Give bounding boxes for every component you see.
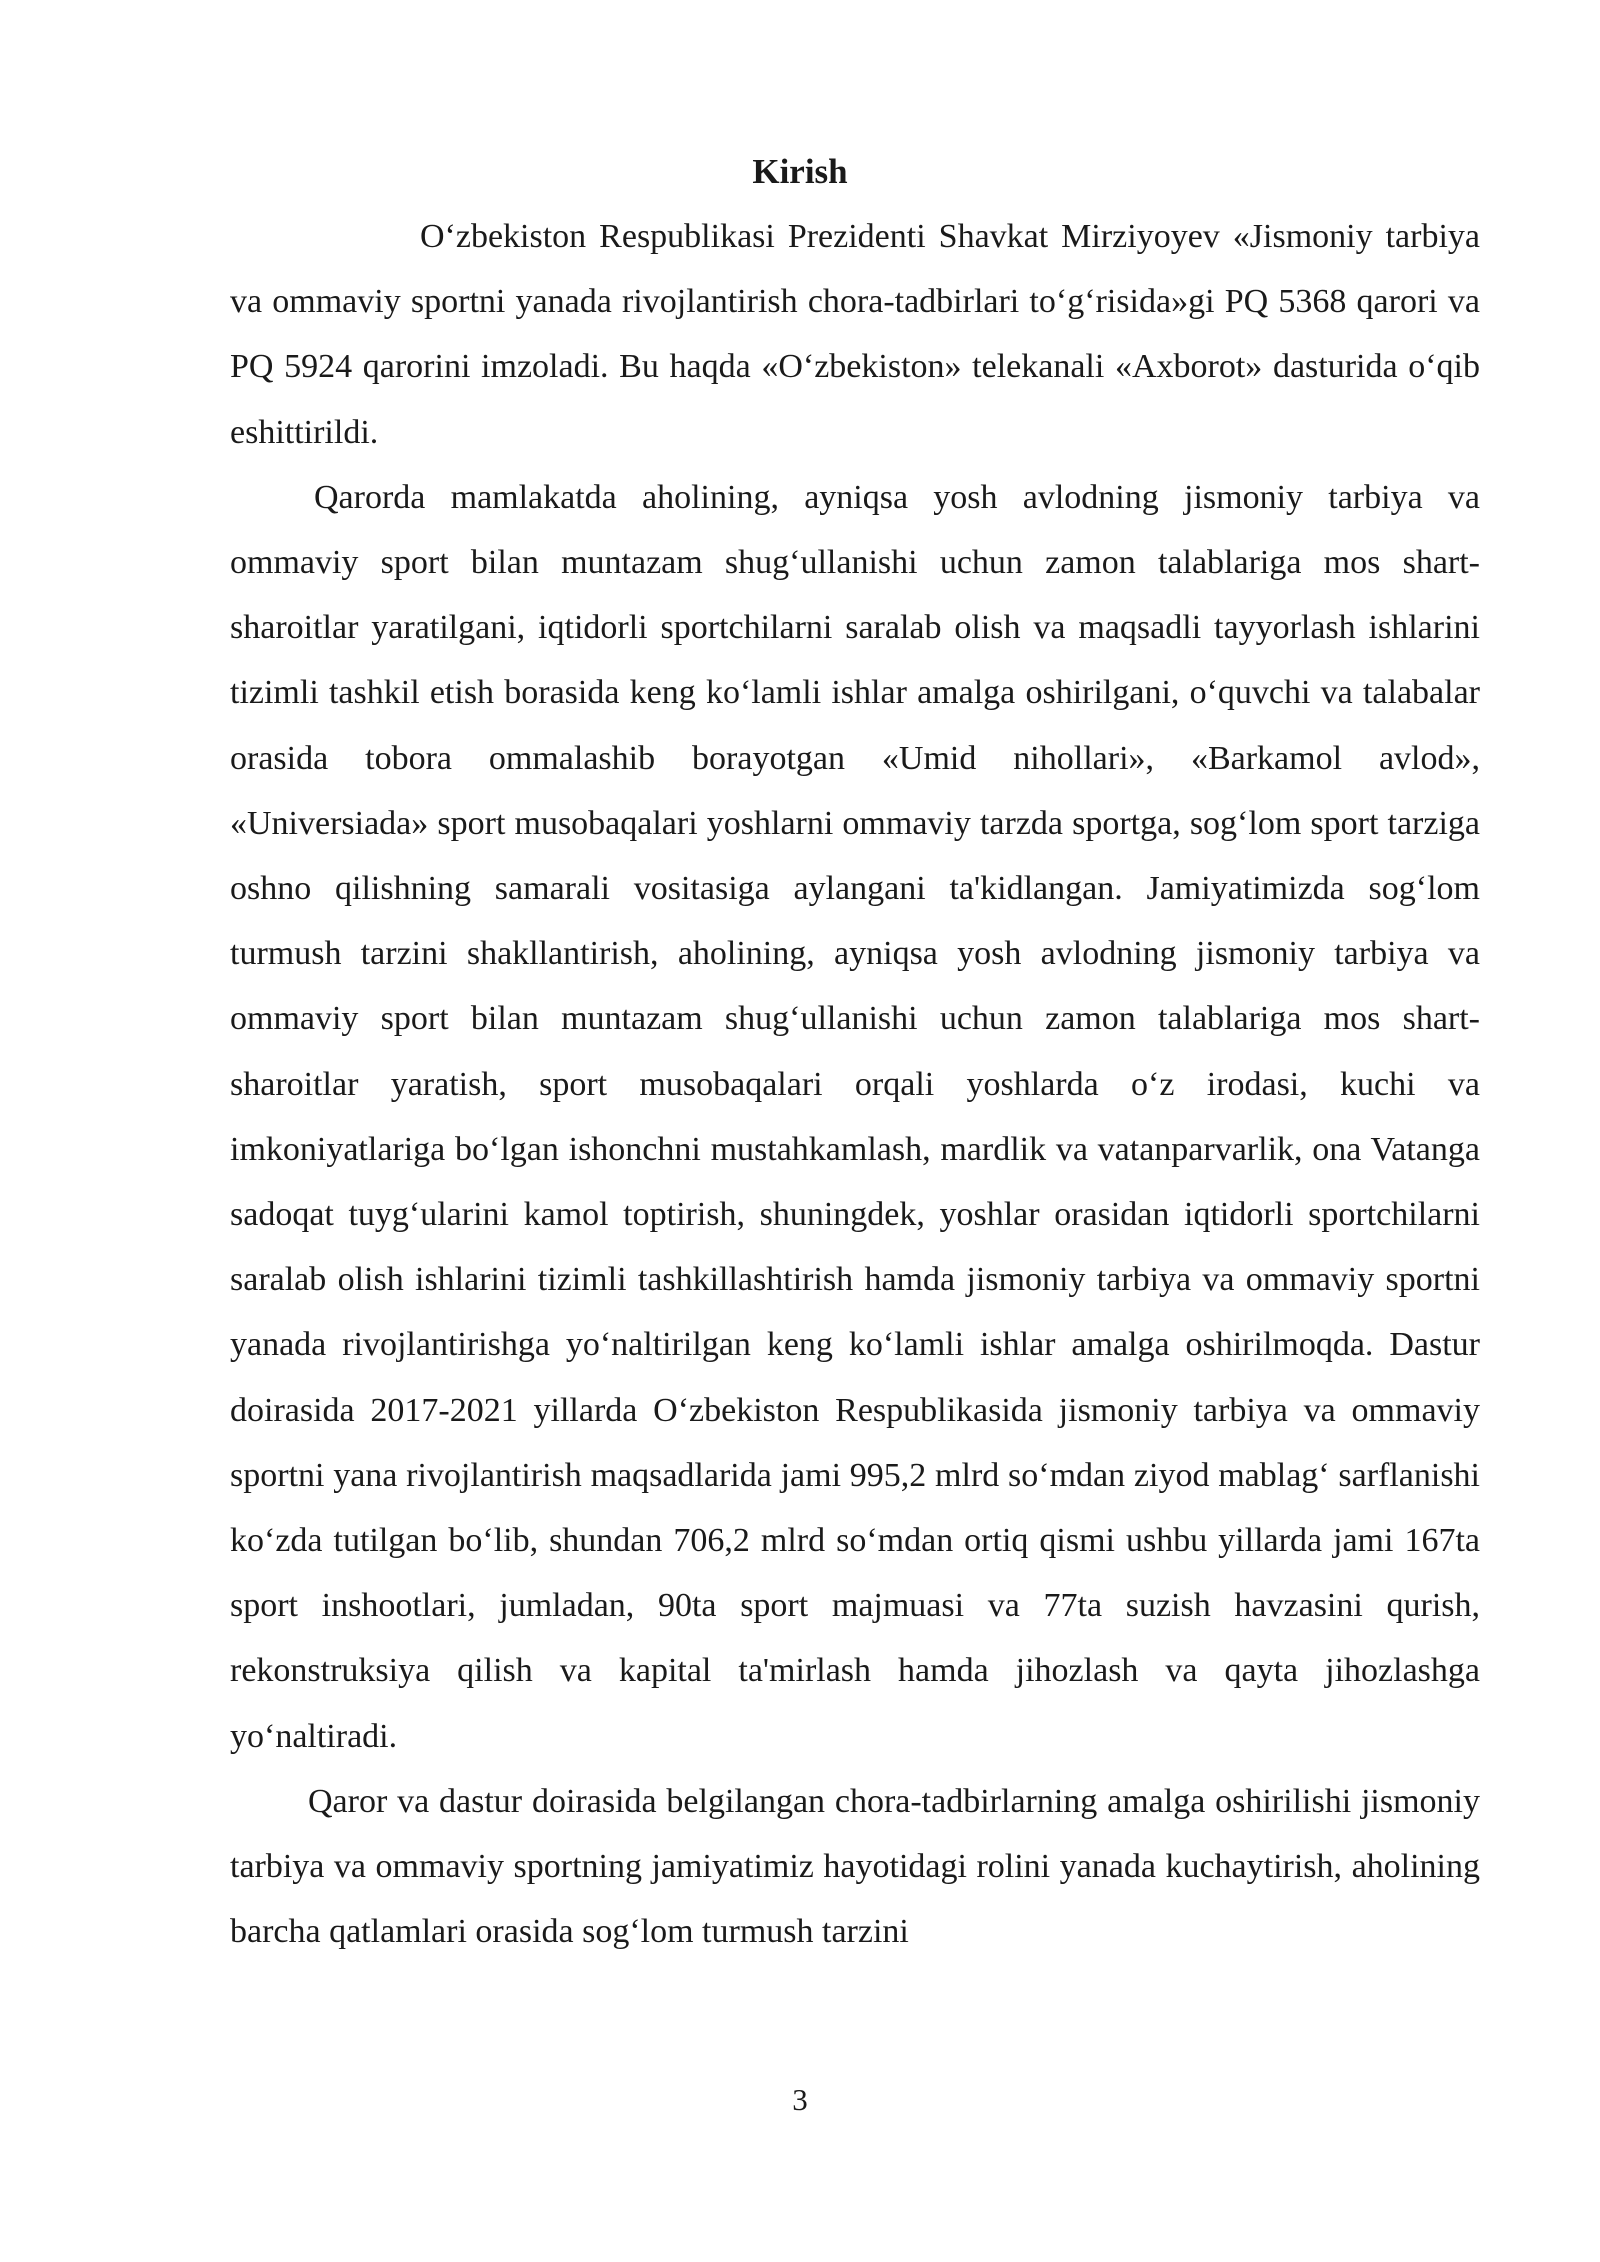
- paragraph-conclusion: Qaror va dastur doirasida belgilangan chora-tadbirlarning amalga oshirilishi jismoniy tarbiya va ommaviy sportning jamiyatimiz hayotidagi rolini yanada kuchaytirish, aholining barcha qatlamlari orasida sog‘lom turmush tarzini: [230, 1782, 1480, 1951]
- page-number: 3: [792, 2082, 808, 2117]
- paragraph-decree: Qarorda mamlakatda aholining, ayniqsa yosh avlodning jismoniy tarbiya va ommaviy sport bilan muntazam shug‘ullanishi uchun zamon talablariga mos shart-sharoitlar yaratilgani, iqtidorli sportchilarni saralab olish va maqsadli tayyorlash ishlarini tizimli tashkil etish borasida keng ko‘lamli ishlar amalga oshirilgani, o‘quvchi va talabalar orasida tobora ommalashib borayotgan «Umid nihollari», «Barkamol avlod», «Universiada» sport musobaqalari yoshlarni ommaviy tarzda sportga, sog‘lom sport tarziga oshno qilishning samarali vositasiga aylangani ta'kidlangan. Jamiyatimizda sog‘lom turmush tarzini shakllantirish, aholining, ayniqsa yosh avlodning jismoniy tarbiya va ommaviy sport bilan muntazam shug‘ullanishi uchun zamon talablariga mos shart-sharoitlar yaratish, sport musobaqalari orqali yoshlarda o‘z irodasi, kuchi va imkoniyatlariga bo‘lgan ishonchni mustahkamlash, mardlik va vatanparvarlik, ona Vatanga sadoqat tuyg‘ularini kamol toptirish, shuningdek, yoshlar orasidan iqtidorli sportchilarni saralab olish ishlarini tizimli tashkillashtirish hamda jismoniy tarbiya va ommaviy sportni yanada rivojlantirishga yo‘naltirilgan keng ko‘lamli ishlar amalga oshirilmoqda. Dastur doirasida 2017-2021 yillarda O‘zbekiston Respublikasida jismoniy tarbiya va ommaviy sportni yana rivojlantirish maqsadlarida jami 995,2 mlrd so‘mdan ziyod mablag‘ sarflanishi ko‘zda tutilgan bo‘lib, shundan 706,2 mlrd so‘mdan ortiq qismi ushbu yillarda jami 167ta sport inshootlari, jumladan, 90ta sport majmuasi va 77ta suzish havzasini qurish, rekonstruksiya qilish va kapital ta'mirlash hamda jihozlash va qayta jihozlashga yo‘naltiradi.: [230, 478, 1480, 1755]
- page-title: Kirish: [752, 152, 848, 191]
- paragraph-intro: O‘zbekiston Respublikasi Prezidenti Shavkat Mirziyoyev «Jismoniy tarbiya va ommaviy sportni yanada rivojlantirish chora-tadbirlari to‘g‘risida»gi PQ 5368 qarori va PQ 5924 qarorini imzoladi. Bu haqda «O‘zbekiston» telekanali «Axborot» dasturida o‘qib eshittirildi.: [230, 218, 1480, 451]
- document-body: [230, 204, 1480, 1964]
